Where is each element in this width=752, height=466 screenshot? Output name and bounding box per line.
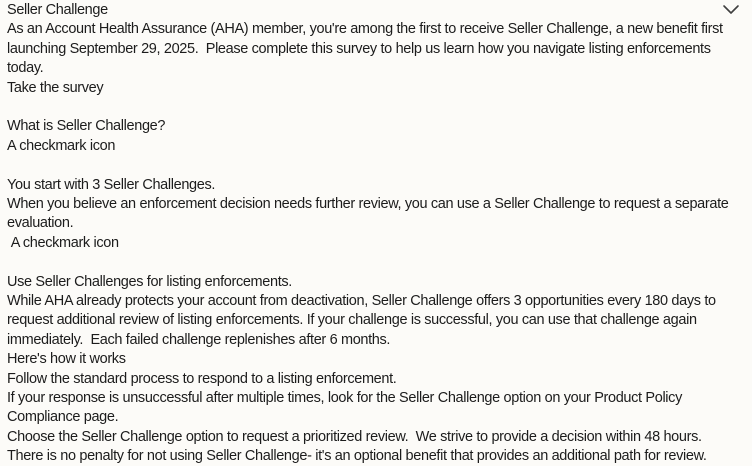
intro-paragraph: As an Account Health Assurance (AHA) member, you're among the first to receive Seller Challenge, a new benefit first launching September 29, 2025. Please complete this survey to help us learn how you navigate listing enforcements today. [7,21,727,77]
what-is-heading: What is Seller Challenge? [7,118,166,135]
how-it-works-step-1: Follow the standard process to respond to a listing enforcement. [7,370,397,387]
panel-header [7,1,745,20]
spacer [7,253,745,272]
benefit-2-body: While AHA already protects your account from deactivation, Seller Challenge offers 3 opportunities every 180 days to request additional review of listing enforcements. If your challenge is successful, you can use that challenge again immediately. Each failed challenge replenishes after 6 months. [7,293,720,348]
how-it-works-heading: Here's how it works [7,351,126,368]
chevron-down-icon [721,3,741,17]
benefit-1-body: When you believe an enforcement decision needs further review, you can use a Seller Challenge to request a separate evaluation. [7,196,733,232]
take-survey-link[interactable]: Take the survey [7,79,104,96]
benefit-2-title: Use Seller Challenges for listing enforcements. [7,273,292,290]
checkmark-icon-alt-text-1: A checkmark icon [7,137,116,154]
collapse-section-button[interactable] [721,1,745,17]
panel-title: Seller Challenge [7,2,108,18]
how-it-works-step-3: Choose the Seller Challenge option to request a prioritized review. We strive to provide a decision within 48 hours. [7,428,702,445]
how-it-works-step-2: If your response is unsuccessful after multiple times, look for the Seller Challenge option on your Product Policy Compliance page. [7,390,686,426]
spacer [7,156,745,175]
benefit-1-title: You start with 3 Seller Challenges. [7,176,216,193]
no-penalty-note: There is no penalty for not using Seller Challenge- it's an optional benefit that provides an additional path for review. [7,448,707,465]
spacer [7,98,745,117]
checkmark-icon-alt-text-2: A checkmark icon [7,234,119,251]
